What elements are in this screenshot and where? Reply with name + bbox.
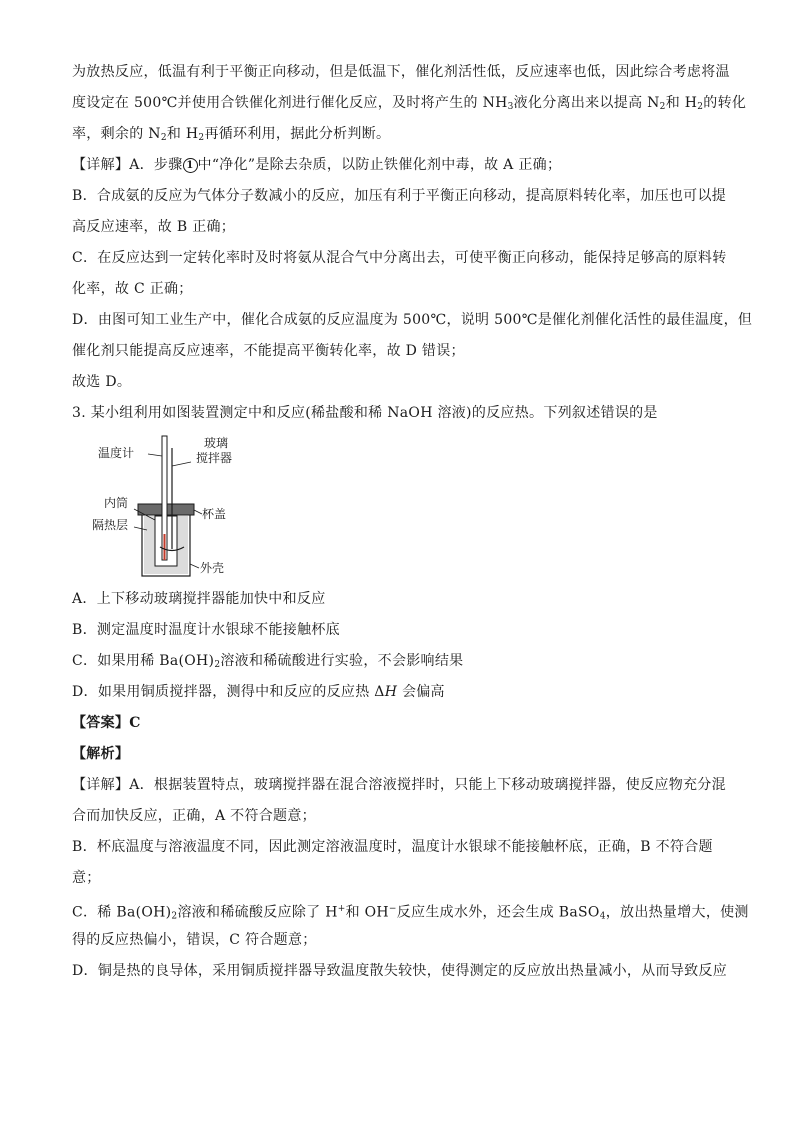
label-outer-shell: 外壳	[200, 561, 225, 575]
calorimeter-figure	[92, 434, 252, 579]
label-glass-line2: 搅拌器	[196, 451, 233, 465]
text-line: 故选 D。	[72, 374, 132, 390]
text-line: 合而加快反应，正确，A 不符合题意；	[72, 808, 316, 824]
text-line: 意；	[72, 870, 101, 886]
option-a: A．上下移动玻璃搅拌器能加快中和反应	[72, 591, 326, 607]
analysis-label: 【解析】	[72, 746, 130, 762]
label-glass-line1: 玻璃	[204, 436, 229, 450]
text-line: 高反应速率，故 B 正确；	[72, 219, 236, 235]
text-line: 度设定在 500℃并使用合铁催化剂进行催化反应，及时将产生的 $NH_3$液化分离出来以提高 $N_2$和 $H_2$的转化	[72, 95, 747, 112]
text-line: C．在反应达到一定转化率时及时将氨从混合气中分离出去，可使平衡正向移动，能保持足够高的原料转	[72, 250, 727, 266]
label-insulation: 隔热层	[92, 518, 129, 532]
answer-label: 【答案】C	[72, 715, 141, 731]
circled-number: 1	[183, 158, 198, 173]
document-page	[72, 62, 753, 992]
label-inner-cup: 内筒	[104, 496, 129, 510]
text-line: 【详解】A．步骤 1 中“净化”是除去杂质，以防止铁催化剂中毒，故 A 正确；	[72, 157, 562, 173]
text-line: 率，剩余的 $N_2$和 $H_2$再循环利用，据此分析判断。	[72, 126, 391, 143]
text-line: 化率，故 C 正确；	[72, 281, 193, 297]
text-line: C．稀 $Ba(OH)_2$溶液和稀硫酸反应除了 H+和 OH−反应生成水外，还会生成 BaSO$_4$，放出热量增大，使测	[72, 904, 749, 922]
thermometer-mercury	[164, 534, 166, 560]
text-line: 得的反应热偏小，错误，C 符合题意；	[72, 932, 317, 948]
label-lid: 杯盖	[202, 507, 227, 521]
option-c: C．如果用稀 $Ba(OH)_2$溶液和稀硫酸进行实验，不会影响结果	[72, 653, 464, 670]
text-line: B．杯底温度与溶液温度不同，因此测定溶液温度时，温度计水银球不能接触杯底，正确，B 不符合题	[72, 839, 713, 855]
label-thermometer: 温度计	[98, 446, 135, 460]
text-line: 催化剂只能提高反应速率，不能提高平衡转化率，故 D 错误；	[72, 343, 465, 359]
question-stem: 3. 某小组利用如图装置测定中和反应(稀盐酸和稀 NaOH 溶液)的反应热。下列叙述错误的是	[72, 405, 658, 421]
option-b: B．测定温度时温度计水银球不能接触杯底	[72, 622, 340, 638]
text-line: D．铜是热的良导体，采用铜质搅拌器导致温度散失较快，使得测定的反应放出热量减小，从而导致反应	[72, 963, 728, 979]
option-d: D．如果用铜质搅拌器，测得中和反应的反应热 ΔH 会偏高	[72, 684, 445, 700]
text-line: D．由图可知工业生产中，催化合成氨的反应温度为 500℃，说明 500℃是催化剂催化活性的最佳温度，但	[72, 312, 753, 328]
text-line: 为放热反应，低温有利于平衡正向移动，但是低温下，催化剂活性低，反应速率也低，因此综合考虑将温	[72, 64, 730, 80]
text-line: B．合成氨的反应为气体分子数减小的反应，加压有利于平衡正向移动，提高原料转化率，加压也可以提	[72, 188, 727, 204]
text-line: 【详解】A．根据装置特点，玻璃搅拌器在混合溶液搅拌时，只能上下移动玻璃搅拌器，使反应物充分混	[72, 777, 726, 793]
